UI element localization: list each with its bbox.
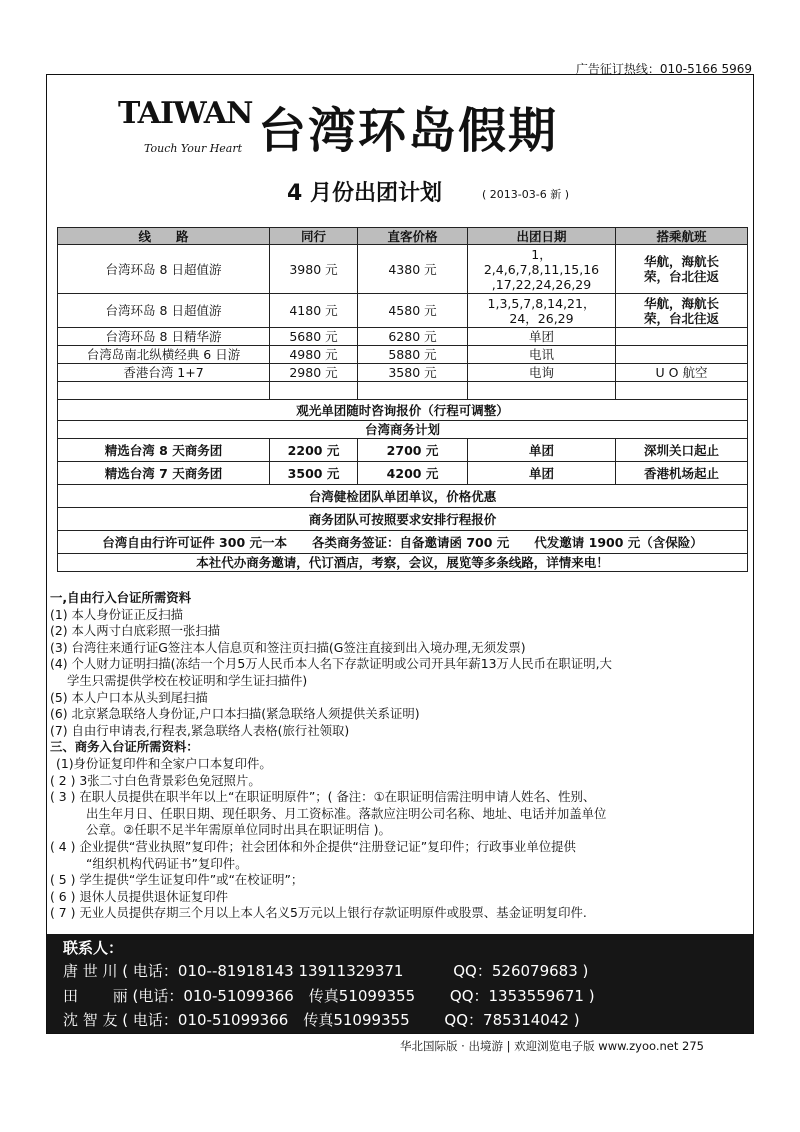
update-date: ( 2013-03-6 新 ): [482, 188, 570, 201]
flight-cell: 香港机场起止: [616, 462, 748, 485]
note-item: ( 5 ) 学生提供“学生证复印件”或“在校证明”；: [50, 872, 304, 888]
section-title: 一,自由行入台证所需资料: [50, 590, 192, 605]
contact-row: 田 丽 (电话：010-51099366 传真51099355 QQ：1353559671 ): [63, 987, 595, 1005]
note-item: ( 4 ) 企业提供“营业执照”复印件；社会团体和外企提供“注册登记证”复印件；行政事业单位提供: [50, 838, 576, 854]
page-footer: 华北国际版 · 出境游 | 欢迎浏览电子版 www.zyoo.net 275: [400, 1039, 704, 1053]
retail-price-cell: 4580 元: [358, 294, 468, 328]
dates-cell: 单团: [468, 328, 616, 346]
flight-line: 荣，台北往返: [643, 269, 719, 284]
route-cell: 台湾环岛 8 日超值游: [58, 245, 270, 294]
retail-price-cell: 5880 元: [358, 346, 468, 364]
dates-line: 1,3,5,7,8,14,21，: [487, 295, 596, 311]
route-cell: 精选台湾 7 天商务团: [58, 462, 270, 485]
logo-word: TAIWAN: [118, 96, 253, 131]
dates-cell: 单团: [468, 439, 616, 462]
route-cell: 精选台湾 8 天商务团: [58, 439, 270, 462]
flight-line: 荣，台北往返: [643, 310, 719, 326]
flight-cell: [616, 328, 748, 346]
section-title: 三、商务入台证所需资料：: [50, 739, 199, 755]
business-team-row: [58, 508, 748, 531]
note-item: ( 6 ) 退休人员提供退休证复印件: [50, 888, 229, 904]
route-cell: 台湾环岛 8 日精华游: [58, 328, 270, 346]
business-team-note: 商务团队可按照要求安排行程报价: [58, 508, 748, 531]
business-row: [58, 439, 748, 462]
flight-cell: [616, 346, 748, 364]
note-item: ( 3 ) 在职人员提供在职半年以上“在职证明原件”；( 备注：①在职证明信需注明申请人姓名、性别、: [50, 789, 596, 805]
contact-heading: 联系人：: [63, 939, 124, 957]
header-peer-price: 同行: [270, 228, 358, 245]
table-row: [58, 364, 748, 382]
note-item: (2) 本人两寸白底彩照一张扫描: [50, 623, 221, 639]
retail-price-cell: 4200 元: [358, 462, 468, 485]
business-heading: 台湾商务计划: [58, 421, 748, 439]
retail-price-cell: 3580 元: [358, 364, 468, 382]
flight-line: 华航，海航长: [643, 295, 719, 311]
note-item: ( 2 ) 3张二寸白色背景彩色免冠照片。: [50, 772, 261, 788]
note-item: ( 7 ) 无业人员提供存期三个月以上本人名义5万元以上银行存款证明原件或股票、基金证明复印件.: [50, 905, 587, 921]
health-note-row: [58, 485, 748, 508]
dates-line: 2,4,6,7,8,11,15,16: [483, 261, 600, 277]
flight-cell: U O 航空: [616, 364, 748, 382]
empty-row: [58, 382, 748, 400]
note-item: “组织机构代码证书”复印件。: [86, 855, 248, 871]
visa-note-row: [58, 531, 748, 554]
peer-price-cell: 5680 元: [270, 328, 358, 346]
header-route: 线 路: [58, 228, 270, 245]
ad-hotline: 广告征订热线：010-5166 5969: [575, 62, 752, 76]
note-item: (5) 本人户口本从头到尾扫描: [50, 689, 208, 705]
table-row: [58, 294, 748, 328]
header-flight: 搭乘航班: [616, 228, 748, 245]
business-row: [58, 462, 748, 485]
requirements-notes: [50, 590, 750, 922]
route-cell: 香港台湾 1+7: [58, 364, 270, 382]
dates-line: 24，26,29: [509, 310, 574, 326]
dates-cell: [468, 294, 616, 328]
note-item: 公章。②任职不足半年需原单位同时出具在职证明信 )。: [86, 822, 391, 838]
retail-price-cell: 6280 元: [358, 328, 468, 346]
dates-cell: 电询: [468, 364, 616, 382]
agency-note: 本社代办商务邀请，代订酒店，考察，会议，展览等多条线路，详情来电！: [58, 554, 748, 572]
peer-price-cell: 3500 元: [270, 462, 358, 485]
route-cell: 台湾岛南北纵横经典 6 日游: [58, 346, 270, 364]
dates-line: 1，: [531, 246, 552, 262]
header-dates: 出团日期: [468, 228, 616, 245]
flight-cell: [616, 294, 748, 328]
flight-line: 华航，海航长: [643, 254, 719, 269]
logo-tagline: Touch Your Heart: [144, 142, 243, 155]
taiwan-logo: [118, 84, 253, 160]
header-retail-price: 直客价格: [358, 228, 468, 245]
dates-cell: [468, 245, 616, 294]
flight-cell: [616, 245, 748, 294]
flight-cell: 深圳关口起止: [616, 439, 748, 462]
health-note: 台湾健检团队单团单议，价格优惠: [58, 485, 748, 508]
peer-price-cell: 3980 元: [270, 245, 358, 294]
peer-price-cell: 4180 元: [270, 294, 358, 328]
table-row: [58, 328, 748, 346]
peer-price-cell: 4980 元: [270, 346, 358, 364]
business-heading-row: [58, 421, 748, 439]
tour-schedule-table: [57, 227, 748, 572]
table-header-row: [58, 228, 748, 245]
note-item: (3) 台湾往来通行证G签注本人信息页和签注页扫描(G签注直接到出入境办理,无须发票): [50, 639, 526, 655]
page-title: 台湾环岛假期: [258, 103, 559, 159]
note-item: (7) 自由行申请表,行程表,紧急联络人表格(旅行社领取): [50, 722, 350, 738]
note-item: (4) 个人财力证明扫描(冻结一个月5万人民币本人名下存款证明或公司开具年薪13万人民币在职证明,大: [50, 656, 612, 672]
route-cell: 台湾环岛 8 日超值游: [58, 294, 270, 328]
peer-price-cell: 2980 元: [270, 364, 358, 382]
note-item: (6) 北京紧急联络人身份证,户口本扫描(紧急联络人须提供关系证明): [50, 706, 420, 722]
dates-cell: 单团: [468, 462, 616, 485]
note-item: 学生只需提供学校在校证明和学生证扫描件): [67, 672, 308, 688]
note-item: 出生年月日、任职日期、现任职务、月工资标准。落款应注明公司名称、地址、电话并加盖单位: [86, 805, 607, 821]
contact-row: 唐 世 川 ( 电话：010--81918143 13911329371 QQ：526079683 ): [63, 962, 589, 980]
retail-price-cell: 4380 元: [358, 245, 468, 294]
peer-price-cell: 2200 元: [270, 439, 358, 462]
agency-note-row: [58, 554, 748, 572]
note-item: (1)身份证复印件和全家户口本复印件。: [56, 755, 272, 771]
contact-panel: [47, 934, 753, 1033]
consult-note-row: [58, 400, 748, 421]
table-row: [58, 346, 748, 364]
dates-cell: 电讯: [468, 346, 616, 364]
dates-line: ,17,22,24,26,29: [491, 276, 592, 292]
contact-row: 沈 智 友 ( 电话：010-51099366 传真51099355 QQ：785314042 ): [63, 1011, 580, 1029]
visa-note: 台湾自由行许可证件 300 元一本 各类商务签证：自备邀请函 700 元 代发邀请 1900 元（含保险）: [58, 531, 748, 554]
table-row: [58, 245, 748, 294]
schedule-title: 4 月份出团计划: [287, 181, 442, 206]
retail-price-cell: 2700 元: [358, 439, 468, 462]
note-item: (1) 本人身份证正反扫描: [50, 606, 184, 622]
consult-note: 观光单团随时咨询报价（行程可调整）: [58, 400, 748, 421]
